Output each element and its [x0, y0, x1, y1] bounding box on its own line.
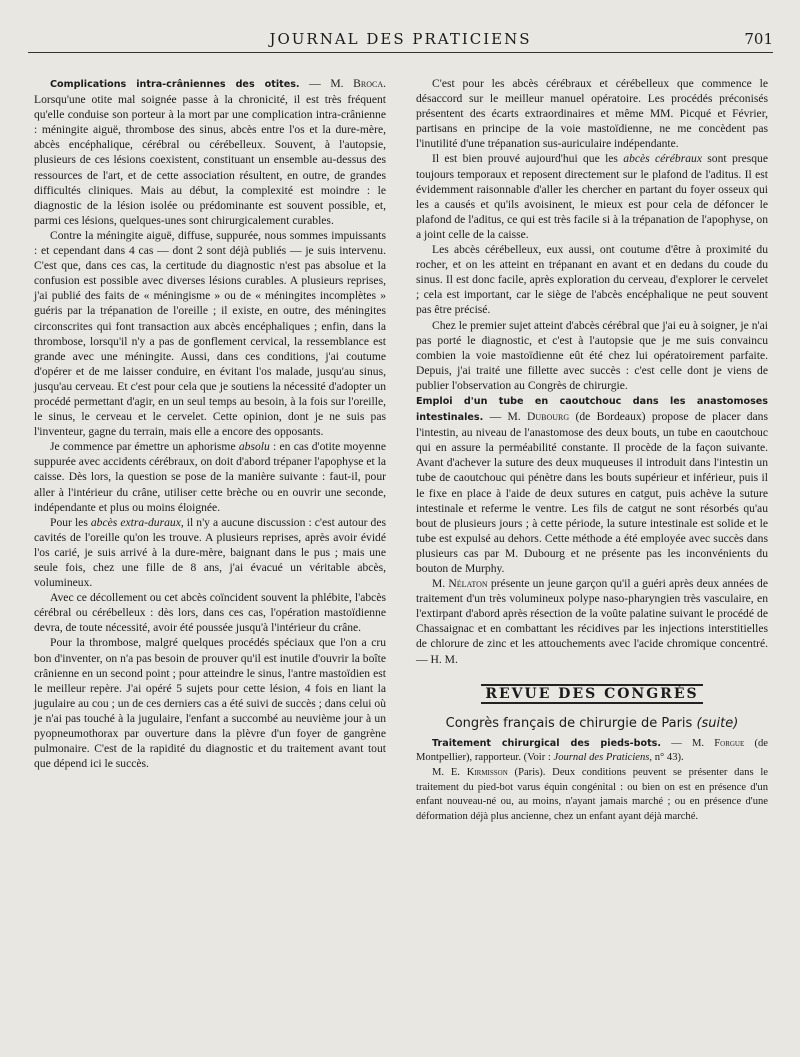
article-heading: Complications intra-crâniennes des otites.: [50, 79, 300, 90]
italic-text: absolu: [238, 440, 270, 454]
paragraph: Pour la thrombose, malgré quelques procédés spéciaux que l'on a cru bon d'inventer, on n'a pas besoin de prouver qu'il est inutile d'ouvrir la boîte crânienne en un second point ; pour atteindre le sinus, l'antre mastoïdien est le meilleur repère. J'ai opéré 5 sujets pour cette lésion, 4 fois en liant la jugulaire au cou ; un de ces derniers cas a été suivi de succès ; dans celui où je n'ai pas touché à la jugulaire, l'enfant a succombé au neuvième jour à un pyopneumothorax par ouverture dans la plèvre d'un foyer de gangrène pulmonaire. C'est de la rapidité du diagnostic et du traitement avant tout que dépend ici le succès.: [34, 636, 386, 771]
paragraph-text: Il est bien prouvé aujourd'hui que les: [432, 152, 624, 166]
author-prefix: M. E.: [432, 767, 467, 779]
paragraph: [416, 151, 768, 242]
paragraph: Chez le premier sujet atteint d'abcès cérébral que j'ai eu à soigner, je n'ai pas porté le diagnostic, et c'est à l'autopsie que je me suis convaincu combien la voie mastoïdienne eût été chez lui opératoirement parfaite. Depuis, j'ai traité une fillette avec succès : c'est celle dont je viens de publier l'observation au Congrès de chirurgie.: [416, 318, 768, 392]
congress-suite: (suite): [696, 715, 739, 731]
journal-title: JOURNAL DES PRATICIENS: [269, 30, 532, 48]
paragraph: [416, 393, 768, 576]
paragraph: [416, 766, 768, 824]
paragraph-text: sont presque toujours temporaux et reposent directement sur le plafond de l'aditus. Il est évidemment raisonnable d'aller les chercher en partant du foyer osseux qui les a causés et qu'ils avoisinent, le mieux est pour cela de défoncer le plafond de l'aditus, ce qui est très facile si à la trépanation de l'apophyse, on a joint celle de la caisse.: [416, 152, 768, 241]
journal-reference: Journal des Praticiens: [553, 752, 650, 764]
paragraph: [416, 576, 768, 667]
right-column: [416, 76, 768, 824]
italic-text: abcès cérébraux: [623, 152, 702, 166]
paragraph: C'est pour les abcès cérébraux et cérébelleux que commence le désaccord sur le meilleur manuel opératoire. Les procédés préconisés présentent des écarts extraordinaires et même MM. Picqué et Février, partisans en principe de la voie mastoïdienne, ne me concèdent pas l'inutilité d'une trépanation sus-auriculaire indépendante.: [416, 77, 768, 151]
congress-section: [416, 737, 768, 825]
paragraph-text: . Lorsqu'une otite mal soignée passe à la chronicité, il est très fréquent qu'elle conduise son porteur à la mort par une complication intra-crânienne : méningite aiguë, thrombose des sinus, abcès entre l'os et la dure-mère, abcès encéphalique, cérébral ou cérébelleux. Souvent, à l'autopsie, plusieurs de ces lésions coexistent, constituant un ensemble au-dessus des ressources de l'art, et de cette association résultent, en outre, de grandes difficultés cliniques. Mais au début, la complexité est moindre : le diagnostic de la lésion isolée ou prédominante est souvent possible, et, parmi ces lésions, quelques-unes sont chirurgicalement curables.: [34, 77, 387, 227]
article-heading: Emploi d'un tube en caoutchouc dans les anastomoses intestinales.: [416, 395, 768, 424]
author-prefix: — M.: [483, 410, 527, 424]
paragraph: [416, 737, 768, 766]
paragraph-text: , n° 43).: [649, 752, 684, 764]
paragraph-text: : en cas d'otite moyenne suppurée avec accidents cérébraux, on doit d'abord trépaner l'apophyse et la caisse. Dès lors, la question se pose de la manière suivante : faut-il, pour aller à l'intérieur du crâne, utiliser cette brèche ou en ouvrir une seconde, indépendante et plus ou moins éloignée.: [34, 440, 386, 514]
paragraph: Les abcès cérébelleux, eux aussi, ont coutume d'être à proximité du rocher, et on les atteint en trépanant en avant et en dedans du coude du sinus. Il est donc facile, après exploration du cerveau, d'explorer le cervelet ; cela est important, car le siège de l'abcès encéphalique ne peut souvent pas être précisé.: [416, 243, 768, 317]
author-name: Broca: [353, 77, 384, 90]
paragraph: Contre la méningite aiguë, diffuse, suppurée, nous sommes impuissants : et cependant dans 4 cas — dont 2 sont déjà publiés — je suis intervenu. C'est que, dans ces cas, la certitude du diagnostic n'est pas absolue et la confusion est possible avec diverses lésions curables. A plusieurs reprises, j'ai publié des faits de « méningisme » ou de « méningites incomplètes » guéris par la trépanation de l'oreille ; il existe, en outre, des méningites circonscrites qui font transaction aux abcès encéphaliques ; enfin, dans la thrombose, lorsqu'il n'y a pas de gonflement cervical, la ressemblance est grande avec une méningite. Aussi, dans ces conditions, j'ai coutume d'opérer et de me laisser conduire, en évitant l'os malade, jusqu'au sinus, jusqu'au cerveau. Et c'est pour cela que je soutiens la nécessité d'adopter un procédé permettant d'agir, en un seul temps au besoin, à la fois sur l'oreille, le sinus, le cerveau et le cervelet. Cette opinion, dont je ne suis pas l'inventeur, gagne du terrain, mais elle a encore des opposants.: [34, 228, 386, 439]
paragraph: [34, 515, 386, 590]
paragraph-text: Pour les: [50, 515, 91, 529]
paragraph-text: (de Montpellier), rapporteur. (Voir :: [416, 737, 768, 764]
section-title-text: REVUE DES CONGRÈS: [481, 684, 702, 704]
italic-text: abcès extra-duraux: [90, 515, 181, 529]
congress-title-text: Congrès français de chirurgie de Paris: [445, 715, 697, 731]
paragraph-text: (de Bordeaux) propose de placer dans l'intestin, au niveau de l'anastomose des deux bouts, un tube en caoutchouc qui en assure la perméabilité constante. Il procède de la façon suivante. Avant d'achever la suture des deux muqueuses il introduit dans l'intestin un tube de caoutchouc qui pénètre dans les bouts supérieur et inférieur, puis il le fixe en place à l'aide de deux sutures en catgut, puis achève la suture intestinale et referme le ventre. Les fils de catgut ne sont résorbés qu'au bout de plusieurs jours ; à cette période, la suture intestinale est solide et le tube est expulsé au dehors. Cette méthode a été employée avec succès dans plusieurs cas par M. Dubourg et ne présente pas les inconvénients du bouton de Murphy.: [416, 410, 768, 575]
author-prefix: — M.: [299, 77, 354, 90]
author-prefix: M.: [432, 577, 449, 591]
paragraph-text: Je commence par émettre un aphorisme: [50, 440, 239, 454]
paragraph: [34, 76, 386, 228]
author-name: Forgue: [714, 737, 745, 749]
paragraph-text: présente un jeune garçon qu'il a guéri après deux années de traitement d'un très volumineux polype naso-pharyngien très vasculaire, en l'extirpant d'abord après résection de la voûte palatine suivant le procédé de Chassaignac et en combattant les récidives par les injections interstitielles de chlorure de zinc et les attouchements avec l'acide chromique concentré. — H. M.: [416, 577, 768, 666]
author-name: Kirmisson: [466, 767, 508, 779]
left-column: [34, 76, 386, 771]
author-prefix: — M.: [661, 737, 715, 749]
congress-title: [416, 716, 768, 731]
paragraph: Avec ce décollement ou cet abcès coïncident souvent la phlébite, l'abcès cérébral ou cérébelleux : dès lors, dans ces cas, l'opération mastoïdienne devra, de toute nécessité, avoir été poussée jusqu'à l'intérieur du crâne.: [34, 591, 386, 635]
article-heading: Traitement chirurgical des pieds-bots.: [432, 737, 662, 749]
author-name: Dubourg: [527, 410, 570, 424]
paragraph-text: , il n'y a aucune discussion : c'est autour des cavités de l'oreille qu'on les trouve. A plusieurs reprises, après avoir évidé l'os carié, je suis arrivé à la dure-mère, baignant dans le pus ; mais une seule fois, chez une fille de 8 ans, j'ai évacué un véritable abcès, volumineux.: [34, 515, 386, 590]
paragraph: [34, 439, 386, 514]
paragraph-text: (Paris). Deux conditions peuvent se présenter dans le traitement du pied-bot varus équin congénital : ou bien on est en présence d'un enfant nouveau-né ou, au moins, n'ayant jamais marché ; ou en présence d'une déformation déjà plus ancienne, chez un enfant ayant déjà marché.: [416, 767, 768, 822]
page-header: [28, 30, 773, 53]
author-name: Nélaton: [448, 577, 488, 591]
section-title: [416, 687, 768, 702]
page-number: 701: [744, 30, 773, 48]
